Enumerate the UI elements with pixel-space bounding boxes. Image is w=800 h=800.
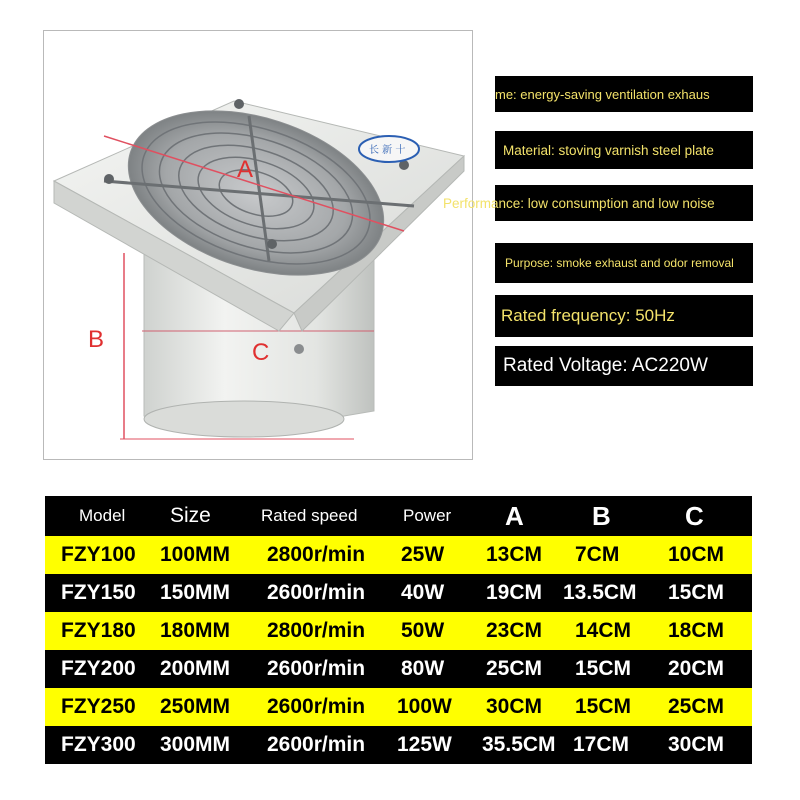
- cell-c: 10CM: [668, 543, 725, 566]
- cell-c: 15CM: [668, 581, 725, 604]
- spec-name: [495, 76, 753, 112]
- cell-c: 18CM: [668, 619, 725, 642]
- cell-model: FZY300: [61, 733, 136, 756]
- cell-power: 25W: [401, 543, 445, 566]
- cell-a: 25CM: [486, 657, 543, 680]
- dimension-b-label: B: [88, 326, 105, 353]
- cell-b: 17CM: [573, 733, 630, 756]
- spec-purpose-text: Purpose: smoke exhaust and odor removal: [505, 256, 734, 270]
- cell-speed: 2600r/min: [267, 695, 366, 718]
- cell-size: 300MM: [160, 733, 231, 756]
- spec-material: [495, 131, 753, 169]
- table-row: [45, 536, 752, 574]
- cell-a: 13CM: [486, 543, 543, 566]
- cell-speed: 2600r/min: [267, 581, 366, 604]
- cell-a: 30CM: [486, 695, 543, 718]
- cell-power: 100W: [397, 695, 452, 718]
- cell-model: FZY200: [61, 657, 136, 680]
- table-row: [45, 688, 752, 726]
- cell-power: 40W: [401, 581, 445, 604]
- cell-c: 25CM: [668, 695, 725, 718]
- cell-a: 23CM: [486, 619, 543, 642]
- cell-speed: 2600r/min: [267, 657, 366, 680]
- cell-a: 19CM: [486, 581, 543, 604]
- product-photo: [43, 30, 473, 460]
- cell-size: 250MM: [160, 695, 231, 718]
- size-table: [45, 496, 752, 764]
- cell-model: FZY180: [61, 619, 136, 642]
- spec-name-text: me: energy-saving ventilation exhaus: [495, 86, 710, 102]
- cell-c: 30CM: [668, 733, 725, 756]
- cell-c: 20CM: [668, 657, 725, 680]
- exhaust-fan-image: [44, 31, 472, 459]
- header-size: Size: [170, 504, 211, 527]
- cell-b: 15CM: [575, 657, 632, 680]
- header-model: Model: [79, 506, 126, 525]
- spec-performance-text: Performance: low consumption and low noise: [443, 195, 715, 211]
- spec-purpose: [495, 243, 753, 283]
- cell-b: 7CM: [575, 543, 620, 566]
- cell-size: 150MM: [160, 581, 231, 604]
- table-row: [45, 726, 752, 764]
- table-row: [45, 574, 752, 612]
- spec-frequency: [495, 295, 753, 337]
- table-row: [45, 650, 752, 688]
- table-row: [45, 612, 752, 650]
- cell-speed: 2800r/min: [267, 619, 366, 642]
- dimension-a-label: A: [237, 156, 254, 183]
- table-header: [45, 496, 752, 536]
- header-power: Power: [403, 506, 452, 525]
- cell-model: FZY150: [61, 581, 136, 604]
- header-speed: Rated speed: [261, 506, 358, 525]
- cell-a: 35.5CM: [482, 733, 556, 756]
- spec-frequency-text: Rated frequency: 50Hz: [501, 306, 675, 325]
- header-b: B: [592, 500, 611, 531]
- cell-b: 14CM: [575, 619, 632, 642]
- spec-performance: [443, 185, 753, 221]
- cell-model: FZY100: [61, 543, 136, 566]
- cell-size: 200MM: [160, 657, 231, 680]
- cell-b: 15CM: [575, 695, 632, 718]
- brand-badge: 长 新 十: [369, 145, 406, 156]
- cell-speed: 2800r/min: [267, 543, 366, 566]
- header-a: A: [505, 500, 524, 531]
- cell-model: FZY250: [61, 695, 136, 718]
- cell-b: 13.5CM: [563, 581, 637, 604]
- dimension-c-label: C: [252, 339, 270, 366]
- cell-speed: 2600r/min: [267, 733, 366, 756]
- spec-material-text: Material: stoving varnish steel plate: [503, 142, 714, 158]
- cell-power: 80W: [401, 657, 445, 680]
- cell-size: 100MM: [160, 543, 231, 566]
- spec-voltage-text: Rated Voltage: AC220W: [503, 355, 708, 376]
- cell-size: 180MM: [160, 619, 231, 642]
- cell-power: 125W: [397, 733, 452, 756]
- spec-voltage: [495, 346, 753, 386]
- header-c: C: [685, 500, 704, 531]
- cell-power: 50W: [401, 619, 445, 642]
